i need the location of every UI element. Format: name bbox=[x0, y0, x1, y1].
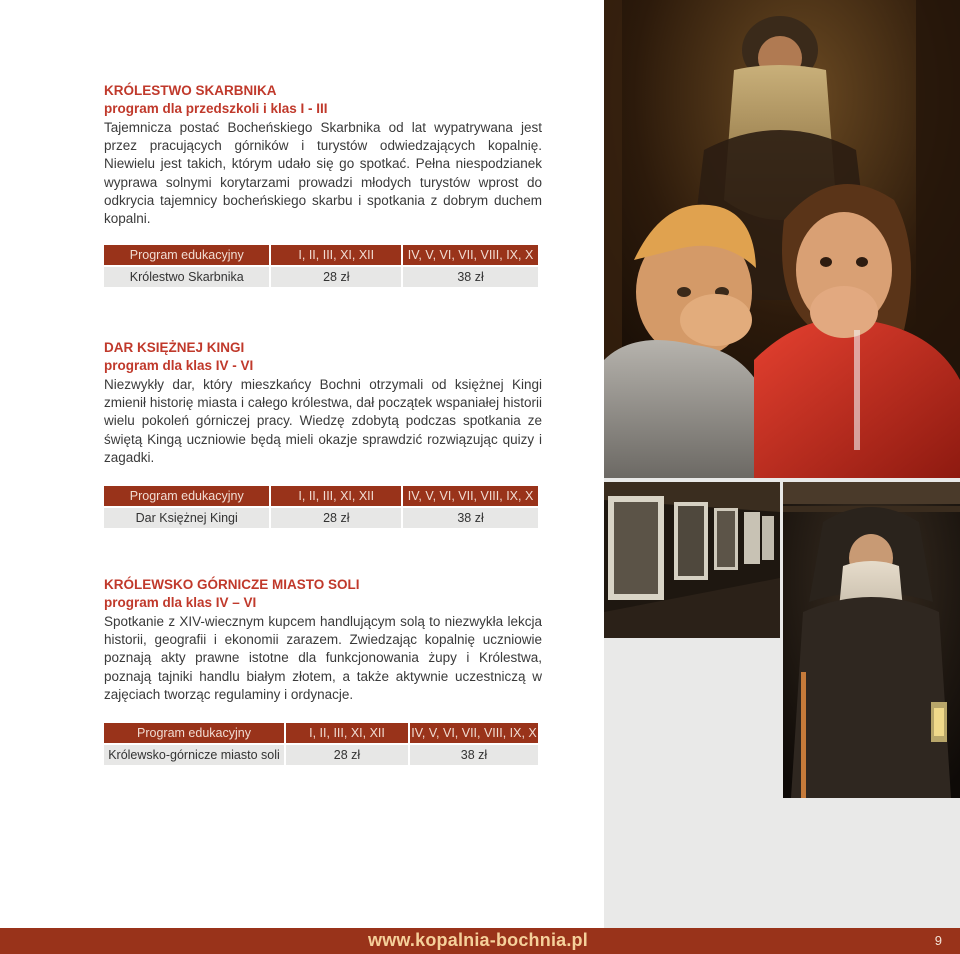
photo-skarbnik-with-lantern bbox=[783, 482, 960, 798]
section-subtitle: program dla klas IV – VI bbox=[104, 595, 257, 610]
price-table-row bbox=[104, 267, 538, 287]
header-high-season: IV, V, VI, VII, VIII, IX, X bbox=[403, 486, 538, 506]
section-body: Spotkanie z XIV-wiecznym kupcem handlującym solą to niezwykła lekcja historii, geografii i ekonomii zarazem. Zwiedzając kopalnię uczniowie poznają akty prawne istotne dla funkcjonowania żupy i Królestwa, poznają tajniki handlu białym złotem, a także aktywnie uczestniczą w zajęciach tworząc regulaminy i ordynacje. bbox=[104, 614, 542, 702]
section-body: Niezwykły dar, który mieszkańcy Bochni otrzymali od księżnej Kingi zmienił historię miasta i całego królestwa, dał początek wspaniałej historii wielu pokoleń górniczej pracy. Wiedzę zdobytą podczas spotkania ze świętą Kingą uczniowie będą mieli okazje sprawdzić rozwiązując quizy i zagadki. bbox=[104, 377, 542, 465]
photo-gallery-corridor bbox=[604, 482, 780, 638]
price-table-header-row bbox=[104, 723, 538, 743]
header-low-season: I, II, III, XI, XII bbox=[271, 486, 401, 506]
cell-price-high: 38 zł bbox=[403, 508, 538, 528]
section-body: Tajemnicza postać Bocheńskiego Skarbnika od lat wypatrywana jest przez pracujących górników i turystów odwiedzających kopalnię. Niewielu jest takich, którym udało się go spotkać. Pełna niespodzianek wyprawa solnymi korytarzami prowadzi młodych turystów wprost do odkrycia tajemnicy bocheńskiego skarbu i spotkania z dobrym duchem kopalni. bbox=[104, 120, 542, 227]
cell-price-high: 38 zł bbox=[403, 267, 538, 287]
section-title: KRÓLESTWO SKARBNIKA bbox=[104, 83, 277, 98]
page-number: 9 bbox=[934, 933, 942, 948]
cell-program-name: Dar Księżnej Kingi bbox=[104, 508, 269, 528]
section-dar-ksieznej-kingi bbox=[104, 339, 542, 467]
price-table-krolestwo-skarbnika bbox=[102, 243, 540, 289]
header-high-season: IV, V, VI, VII, VIII, IX, X bbox=[410, 723, 538, 743]
photo-panel bbox=[604, 0, 960, 928]
photo-skarbnik-image bbox=[783, 482, 960, 798]
price-table-header-row bbox=[104, 245, 538, 265]
photo-children-image bbox=[604, 0, 960, 478]
price-table-krolewsko-gornicze bbox=[102, 721, 540, 767]
cell-price-low: 28 zł bbox=[271, 508, 401, 528]
header-program: Program edukacyjny bbox=[104, 245, 269, 265]
photo-corridor-image bbox=[604, 482, 780, 638]
header-high-season: IV, V, VI, VII, VIII, IX, X bbox=[403, 245, 538, 265]
section-krolewsko-gornicze-miasto-soli bbox=[104, 576, 542, 704]
header-low-season: I, II, III, XI, XII bbox=[271, 245, 401, 265]
footer-bar bbox=[0, 928, 960, 954]
section-subtitle: program dla klas IV - VI bbox=[104, 358, 254, 373]
cell-price-low: 28 zł bbox=[271, 267, 401, 287]
cell-price-high: 38 zł bbox=[410, 745, 538, 765]
section-title: DAR KSIĘŻNEJ KINGI bbox=[104, 340, 245, 355]
header-program: Program edukacyjny bbox=[104, 723, 284, 743]
price-table-row bbox=[104, 508, 538, 528]
price-table-dar-ksieznej-kingi bbox=[102, 484, 540, 530]
photo-children-with-skarbnik bbox=[604, 0, 960, 478]
section-krolestwo-skarbnika bbox=[104, 82, 542, 228]
cell-price-low: 28 zł bbox=[286, 745, 408, 765]
cell-program-name: Królestwo Skarbnika bbox=[104, 267, 269, 287]
price-table-row bbox=[104, 745, 538, 765]
footer-website-link[interactable]: www.kopalnia-bochnia.pl bbox=[368, 930, 588, 950]
section-subtitle: program dla przedszkoli i klas I - III bbox=[104, 101, 328, 116]
header-low-season: I, II, III, XI, XII bbox=[286, 723, 408, 743]
cell-program-name: Królewsko-górnicze miasto soli bbox=[104, 745, 284, 765]
price-table-header-row bbox=[104, 486, 538, 506]
section-title: KRÓLEWSKO GÓRNICZE MIASTO SOLI bbox=[104, 577, 360, 592]
header-program: Program edukacyjny bbox=[104, 486, 269, 506]
